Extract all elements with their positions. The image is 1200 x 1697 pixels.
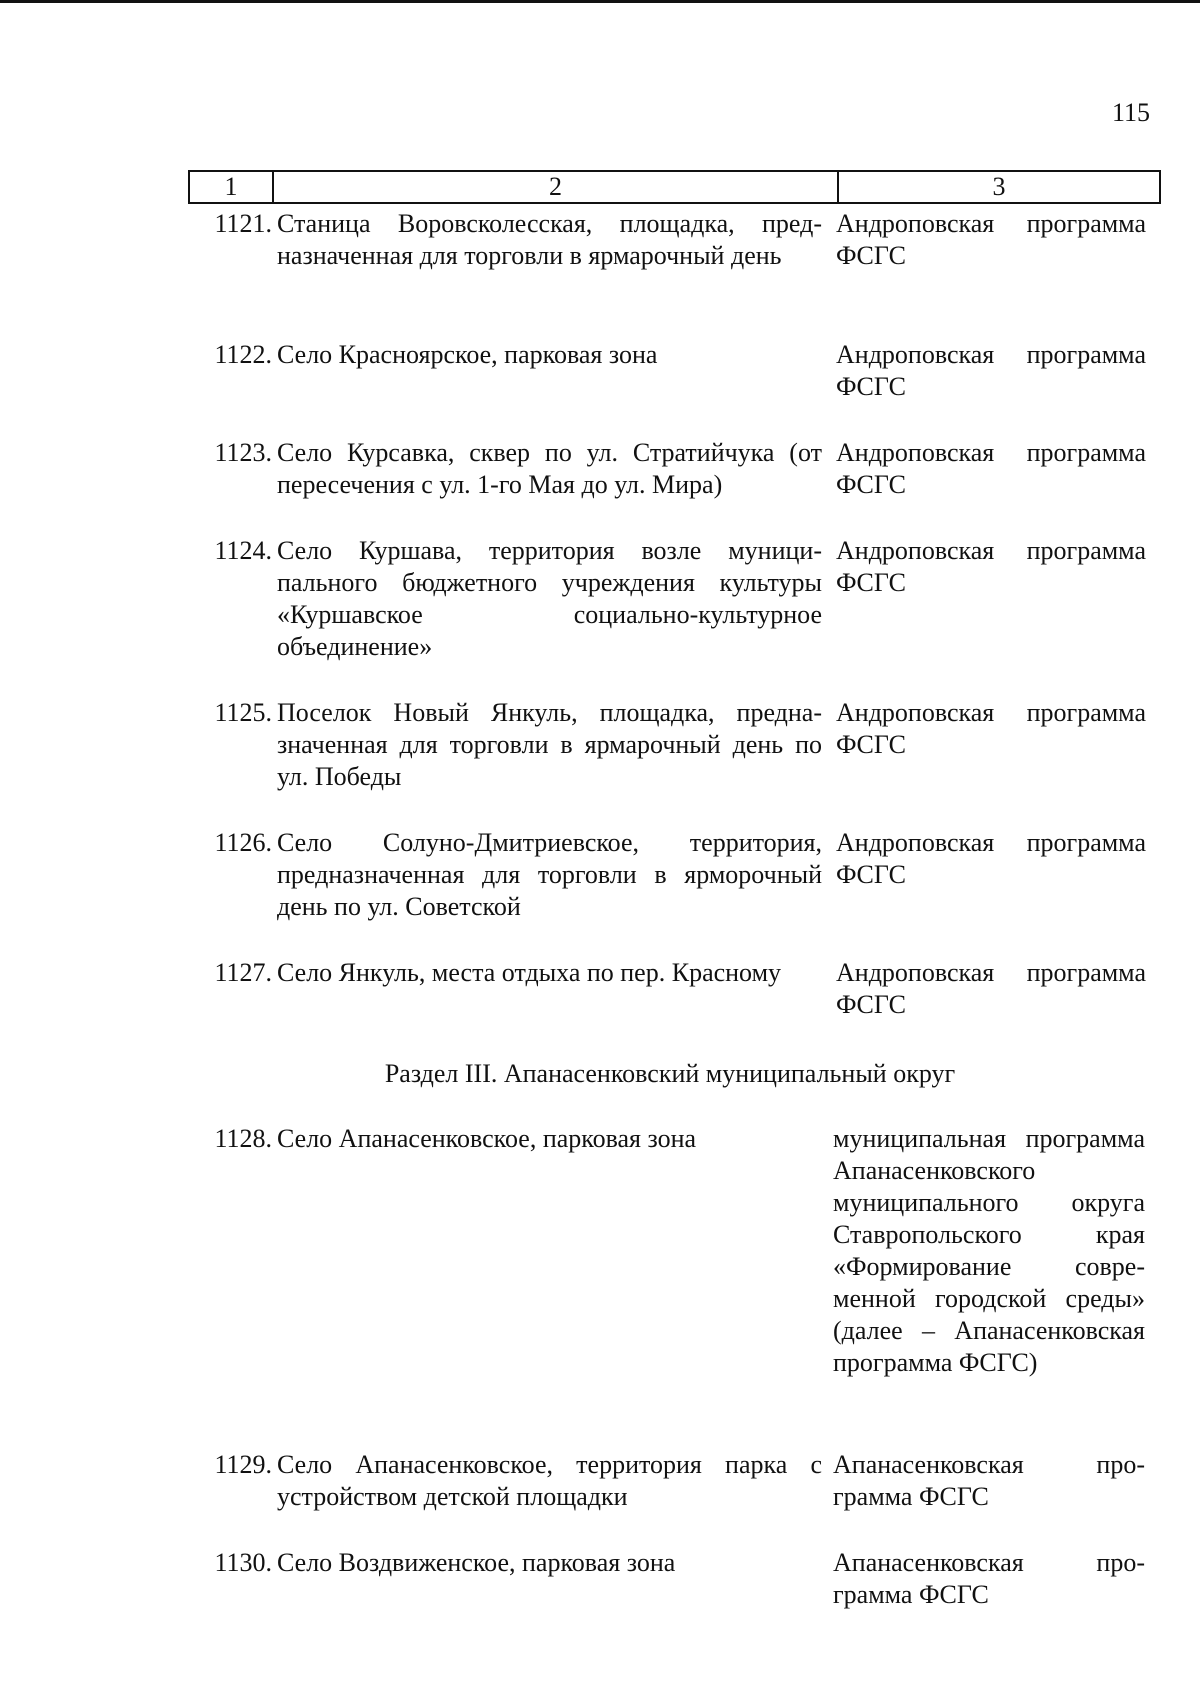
row-description: Село Янкуль, места отдыха по пер. Красному <box>277 958 782 987</box>
row-program: Апанасенковская программа ФСГС <box>833 1450 1145 1511</box>
row-number: 1130. <box>214 1548 272 1577</box>
row-program: Андроповская программа ФСГС <box>836 536 1146 597</box>
row-number: 1126. <box>214 828 272 857</box>
column-header-3: 3 <box>992 172 1006 201</box>
row-program: Андроповская программа ФСГС <box>836 698 1146 759</box>
row-number: 1127. <box>214 958 272 987</box>
row-number: 1121. <box>214 209 272 238</box>
row-program: муниципальная программа Апанасенковского муниципального округа Ставропольского края «Формирование современной городской среды» (далее – Апанасенковская программа ФСГС) <box>833 1124 1145 1377</box>
row-number: 1123. <box>214 438 272 467</box>
section-title: Раздел III. Апанасенковский муниципальный округ <box>384 1059 956 1088</box>
row-description: Село Курсавка, сквер по ул. Стратийчука (от пересечения с ул. 1-го Мая до ул. Мира) <box>277 438 822 499</box>
row-description: Село Апанасенковское, парковая зона <box>277 1124 697 1153</box>
column-header-2: 2 <box>274 172 839 202</box>
row-description: Село Красноярское, парковая зона <box>277 340 658 369</box>
table-column-header <box>188 170 1161 204</box>
row-description: Станица Воровсколесская, площадка, предназначенная для торговли в ярмарочный день <box>277 209 822 270</box>
row-number: 1128. <box>214 1124 272 1153</box>
row-program: Андроповская программа ФСГС <box>836 828 1146 889</box>
row-program: Андроповская программа ФСГС <box>836 340 1146 401</box>
column-header-1: 1 <box>190 172 274 202</box>
row-description: Поселок Новый Янкуль, площадка, предназначенная для торговли в ярмарочный день по ул. Победы <box>277 698 822 791</box>
row-number: 1124. <box>214 536 272 565</box>
row-number: 1129. <box>214 1450 272 1479</box>
row-program: Андроповская программа ФСГС <box>836 209 1146 270</box>
row-description: Село Солуно-Дмитриевское, территория, предназначенная для торговли в ярморочный день по ул. Советской <box>277 828 822 921</box>
row-program: Апанасенковская программа ФСГС <box>833 1548 1145 1609</box>
top-border-line <box>0 0 1200 3</box>
row-program: Андроповская программа ФСГС <box>836 958 1146 1019</box>
row-number: 1122. <box>214 340 272 369</box>
row-description: Село Куршава, территория возле муниципального бюджетного учреждения культуры «Куршавское социально-культурное объединение» <box>277 536 822 661</box>
row-number: 1125. <box>214 698 272 727</box>
row-description: Село Апанасенковское, территория парка с устройством детской площадки <box>277 1450 822 1511</box>
page-number: 115 <box>1111 98 1150 127</box>
row-description: Село Воздвиженское, парковая зона <box>277 1548 676 1577</box>
row-program: Андроповская программа ФСГС <box>836 438 1146 499</box>
